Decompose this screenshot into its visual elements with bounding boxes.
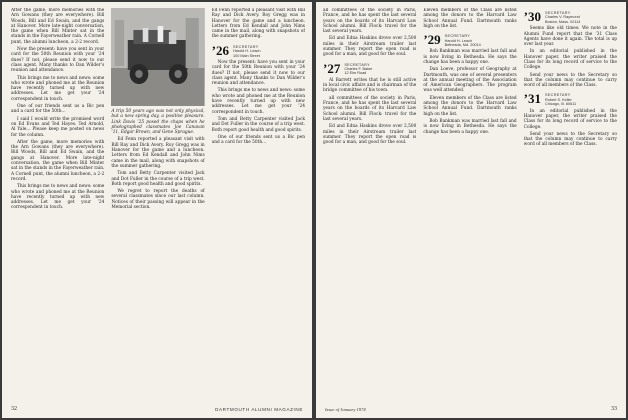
article-paragraph: In an editorial published in the Hanover paper, the writer praised the Class for its long record of service to the College. [523,108,617,130]
article-paragraph: all committees of the society in Paris, France, and he has spent the last several years on the boards of its Harvard Law School alumni. Bill Flock: travel for the last several years. [323,95,417,122]
article-paragraph: In an editorial published in the Hanover paper, the writer praised the Class for its long record of service to the College. [523,49,617,71]
class-year: ’31 [523,91,541,107]
section-label: SECRETARY [444,34,471,39]
class-year: ’29 [423,32,441,48]
article-paragraph: Send your news to the Secretary so that the column may continue to carry word of all members of the Class. [523,131,617,148]
section-header-29 [423,34,516,47]
article-paragraph: all committees of the society in Paris, France, and he has spent the last several years on the boards of its Harvard Law School alumni. Bill Flock: travel for the last several years. [323,8,417,35]
left-page-columns [11,8,305,402]
section-label: SECRETARY [233,44,259,49]
secretary-address: Bethesda, Md. 20014 [444,43,481,47]
article-paragraph: Tom and Betty Carpenter visited Jack and Dot Fuller in the course of a trip west. Both report good health and good spirits. [211,116,305,133]
article-paragraph: After the game, more memories with the Arn Gowans (they are everywhere). Bill Woods, Bill and Ed Swain, and the gangs at Hanover. More late-night conversation, the game when Bill Minter sat in the stands in the Fayerweather rain. A Cornell punt, the alumni luncheon, a 2-2 record. [11,139,105,182]
left-footer [2,406,312,414]
right-column-2 [423,8,516,402]
article-paragraph: This brings me to news and news: some who wrote and phoned me at the Reunion have recently turned up with new addresses. Let me get your ’24 correspondent in touch. [11,75,105,102]
section-label: SECRETARY [545,11,571,15]
article-paragraph: Ed Fenn reported a pleasant visit with Bill Ray and Dick Avery. Roy Gregg was in Hanover for the game and a luncheon. Letters from Ed Kendall and John Nims came in the mail, along with snapshots of the summer gathering. [211,8,305,40]
class-year: ’26 [211,42,229,58]
article-paragraph: One of our friends sent us a Bic pen and a card for the 50th... [11,104,105,115]
secretary-name: Charles V. Raymond [545,15,580,20]
right-footer [316,406,626,414]
article-paragraph: Eleven members of the Class are listed among the donors to the Harvard Law School Annual Fund. Dartmouth ranks high on the list. [423,8,517,29]
left-column-2 [111,8,204,402]
article-paragraph: Tom and Betty Carpenter visited Jack and Dot Fuller in the course of a trip west. Both report good health and good spirits. [111,171,205,187]
page-number: 33 [611,406,617,412]
right-page [316,2,626,418]
article-paragraph: Ed Fenn reported a pleasant visit with Bill Ray and Dick Avery. Roy Gregg was in Hanover for the game and a luncheon. Letters from Ed Kendall and John Nims came in the mail, along with snapshots of the summer gathering. [111,137,205,169]
class-year: ’30 [523,9,541,24]
secretary-name: Robert S. Keller [545,97,572,102]
article-paragraph: Now the present: have you sent in your card for the 50th Reunion with your ’24 dues? If not, please send it now to our class agent. Many thanks to Dan Wilder’s reunion and attendance. [11,47,105,74]
article-paragraph: Ed and Edna Haskins drove over 2,500 miles in their Airstream trailer last summer. They report the open road is good for a man, and good for the soul. [323,124,417,146]
magazine-title: DARTMOUTH ALUMNI MAGAZINE [215,407,303,412]
secretary-address: 100 Main Street [233,53,260,58]
left-page [2,2,312,418]
article-paragraph: Al Barrett writes that he is still active in local civic affairs and is chairman of the bridge committee of his town. [323,77,417,94]
article-paragraph: Seems like old times: We note in the Alumni Fund report that the ’31 Class Agents have done it again. The total is up over last year. [523,26,617,48]
left-column-1 [11,8,104,402]
secretary-address: Chicago, Ill. 60611 [545,102,577,107]
right-page-columns [323,8,617,402]
article-paragraph: I said I would write the promised word on Ed Evans and Ted Hayes. Ted Arnold, Al Yale... Please keep me posted on news for the column. [11,116,105,138]
article-paragraph: One of our friends sent us a Bic pen and a card for the 50th... [211,134,305,146]
class-year: ’27 [323,60,341,76]
article-paragraph: This brings me to news and news: some who wrote and phoned me at the Reunion have recently turned up with new addresses. Let me get your ’24 correspondent in touch. [211,88,305,115]
article-paragraph: This brings me to news and news: some who wrote and phoned me at the Reunion have recently turned up with new addresses. Let me get your ’24 correspondent in touch. [11,184,105,211]
article-paragraph: Now the present: have you sent in your card for the 50th Reunion with your ’24 dues? If not, please send it now to our class agent. Many thanks to Dan Wilder’s reunion and attendance. [211,60,305,87]
photo-caption: A trip 50 years ago was not only physical, but a new spring day, a positive pleasure. Link Davis ’25 posed the chaps when he photographed classmates Joe Canavan ’11, Edgar Brown, and Gene Sprague. [111,109,205,136]
secretary-name: Harold H. Leach [444,38,473,43]
left-column-3 [212,8,305,402]
article-paragraph: After the game, more memories with the Arn Gowans (they are everywhere). Bill Woods, Bill and Ed Swain, and the gangs at Hanover. More late-night conversation, the game when Bill Minter sat in the stands in the Fayerweather rain. A Cornell punt, the alumni luncheon, a 2-2 record. [11,8,105,45]
article-paragraph: Bob Bankman was married last fall and is now living in Bethesda. He says the change has been a happy one. [423,118,517,135]
issue-date: Issue of January 1974 [325,407,366,412]
article-paragraph: Send your news to the Secretary so that the column may continue to carry word of all members of the Class. [523,72,617,89]
vintage-car-photo [111,8,204,106]
article-paragraph: Bob Bankman was married last fall and is now living in Bethesda. He says the change has been a happy one. [423,49,517,65]
page-number: 32 [11,406,17,412]
section-label: SECRETARY [344,62,370,67]
secretary-name: Harold H. Leach [233,49,261,54]
section-header-31 [524,93,617,106]
article-paragraph: Dan Loeve, professor of Geography at Dartmouth, was one of several presenters at the annual meeting of the Association of American Geographers. The program was well attended. [423,67,517,94]
article-paragraph: We regret to report the deaths of several classmates since our last column. Notices of their passing will appear in the Memorial section. [111,189,205,211]
right-column-3 [524,8,617,402]
secretary-name: Charles F. Baker [344,67,373,72]
article-paragraph: Eleven members of the Class are listed among the donors to the Harvard Law School Annual Fund. Dartmouth ranks high on the list. [423,95,517,117]
right-column-1 [323,8,416,402]
section-header-30 [524,11,617,24]
section-header-26 [211,42,305,58]
secretary-address: 12 Elm Road [344,71,367,76]
section-label: SECRETARY [545,93,571,98]
article-paragraph: Ed and Edna Haskins drove over 2,500 miles in their Airstream trailer last summer. They report the open road is good for a man, and good for the soul. [323,36,417,58]
section-header-27 [323,60,416,76]
secretary-address: Boston, Mass. 02114 [545,19,581,24]
